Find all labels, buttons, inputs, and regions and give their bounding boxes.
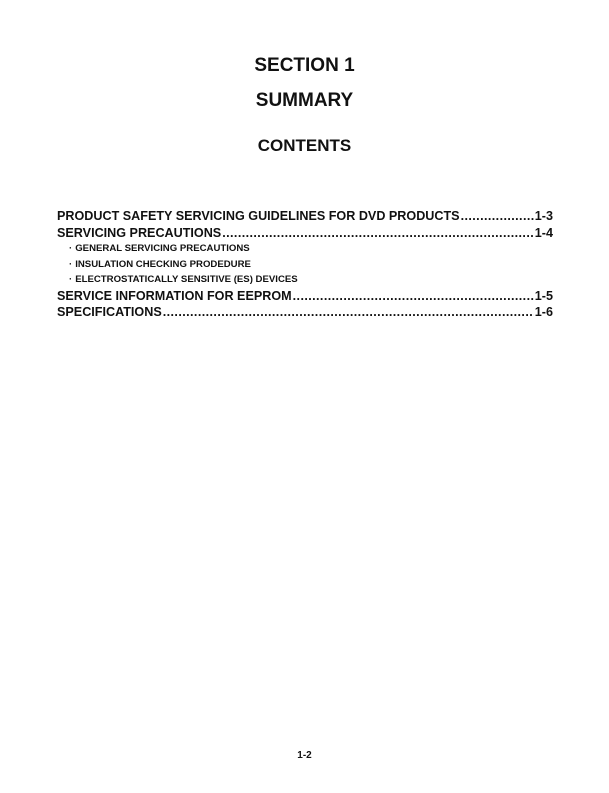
dot-leader — [461, 208, 534, 225]
toc-entry-title: SERVICE INFORMATION FOR EEPROM — [57, 288, 292, 303]
summary-title: SUMMARY — [255, 90, 354, 111]
section-title: SECTION 1 — [254, 55, 355, 76]
dot-leader — [222, 225, 534, 242]
toc-subitem-label: GENERAL SERVICING PRECAUTIONS — [75, 243, 250, 254]
bullet-icon: · — [69, 274, 73, 285]
dot-leader — [163, 304, 534, 321]
toc-entry-servicing-precautions[interactable] — [57, 225, 553, 242]
toc-entry-title: SPECIFICATIONS — [57, 305, 162, 319]
toc-entry-title: PRODUCT SAFETY SERVICING GUIDELINES FOR DVD PRODUCTS — [57, 209, 460, 223]
toc-entry-page: 1-6 — [534, 305, 553, 319]
toc-subitem-general — [57, 241, 553, 257]
toc-subitem-es-devices — [57, 272, 553, 288]
toc-entry-product-safety[interactable] — [57, 208, 553, 225]
table-of-contents — [57, 208, 553, 321]
bullet-icon: · — [69, 243, 73, 254]
page-number: 1-2 — [297, 750, 312, 761]
toc-entry-title: SERVICING PRECAUTIONS — [57, 225, 222, 240]
toc-entry-page: 1-5 — [534, 288, 553, 303]
contents-title: CONTENTS — [257, 136, 352, 155]
toc-entry-page: 1-4 — [534, 225, 553, 240]
bullet-icon: · — [69, 258, 73, 270]
toc-subitem-insulation — [57, 257, 553, 273]
toc-subitem-label: INSULATION CHECKING PRODEDURE — [75, 258, 251, 270]
toc-entry-specifications[interactable] — [57, 304, 553, 321]
toc-entry-eeprom[interactable] — [57, 288, 553, 305]
toc-entry-page: 1-3 — [534, 209, 553, 223]
toc-subitem-label: ELECTROSTATICALLY SENSITIVE (ES) DEVICES — [75, 274, 298, 285]
dot-leader — [293, 288, 534, 305]
